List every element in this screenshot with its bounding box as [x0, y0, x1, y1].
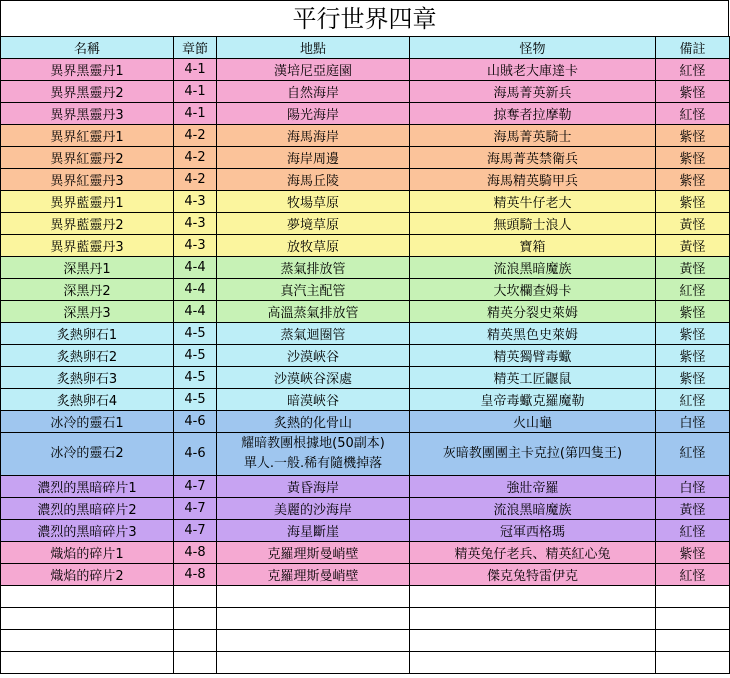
cell-chapter[interactable]: 4-5: [174, 367, 217, 389]
cell-location[interactable]: 海馬海岸: [217, 125, 410, 147]
empty-cell[interactable]: [1, 652, 174, 674]
header-row: [1, 37, 730, 59]
cell-location[interactable]: 美麗的沙海岸: [217, 498, 410, 520]
cell-location[interactable]: 克羅理斯曼峭壁: [217, 564, 410, 586]
empty-cell[interactable]: [1, 630, 174, 652]
empty-cell[interactable]: [656, 608, 730, 630]
cell-name[interactable]: 異界紅靈丹3: [1, 169, 174, 191]
cell-name[interactable]: 濃烈的黑暗碎片2: [1, 498, 174, 520]
empty-cell[interactable]: [1, 608, 174, 630]
cell-name[interactable]: 炙熱卵石2: [1, 345, 174, 367]
empty-cell[interactable]: [656, 630, 730, 652]
table-row: [1, 345, 730, 367]
cell-monster[interactable]: 火山龜: [410, 411, 656, 433]
empty-row: [1, 608, 730, 630]
cell-monster[interactable]: 大坎欄查姆卡: [410, 279, 656, 301]
cell-chapter[interactable]: 4-1: [174, 103, 217, 125]
cell-chapter[interactable]: 4-5: [174, 389, 217, 411]
cell-name[interactable]: 深黑丹3: [1, 301, 174, 323]
cell-note[interactable]: 黃怪: [656, 498, 730, 520]
cell-monster[interactable]: 海馬菁英新兵: [410, 81, 656, 103]
cell-monster[interactable]: 精英黑色史萊姆: [410, 323, 656, 345]
table-row: [1, 323, 730, 345]
empty-cell[interactable]: [410, 608, 656, 630]
table-row: [1, 520, 730, 542]
cell-name[interactable]: 異界黑靈丹3: [1, 103, 174, 125]
cell-location[interactable]: 陽光海岸: [217, 103, 410, 125]
cell-name[interactable]: 異界藍靈丹3: [1, 235, 174, 257]
cell-chapter[interactable]: 4-4: [174, 279, 217, 301]
cell-chapter[interactable]: 4-8: [174, 564, 217, 586]
cell-monster[interactable]: 流浪黑暗魔族: [410, 257, 656, 279]
cell-note[interactable]: 紅怪: [656, 564, 730, 586]
table-row: [1, 498, 730, 520]
empty-row: [1, 652, 730, 674]
cell-monster[interactable]: 精英兔仔老兵、精英紅心兔: [410, 542, 656, 564]
cell-chapter[interactable]: 4-3: [174, 191, 217, 213]
cell-note[interactable]: 黃怪: [656, 235, 730, 257]
cell-chapter[interactable]: 4-2: [174, 147, 217, 169]
cell-name[interactable]: 異界藍靈丹1: [1, 191, 174, 213]
table-row: [1, 411, 730, 433]
cell-location[interactable]: 暗漠峽谷: [217, 389, 410, 411]
cell-location[interactable]: 炙熱的化骨山: [217, 411, 410, 433]
empty-row: [1, 586, 730, 608]
cell-chapter[interactable]: 4-7: [174, 476, 217, 498]
column-header-location[interactable]: 地點: [217, 37, 410, 59]
empty-cell[interactable]: [410, 652, 656, 674]
cell-chapter[interactable]: 4-4: [174, 301, 217, 323]
cell-note[interactable]: 紫怪: [656, 125, 730, 147]
cell-note[interactable]: 紫怪: [656, 542, 730, 564]
empty-cell[interactable]: [1, 586, 174, 608]
cell-name[interactable]: 濃烈的黑暗碎片3: [1, 520, 174, 542]
table-row: [1, 389, 730, 411]
cell-name[interactable]: 異界黑靈丹1: [1, 59, 174, 81]
cell-note[interactable]: 紅怪: [656, 389, 730, 411]
cell-monster[interactable]: 山賊老大庫達卡: [410, 59, 656, 81]
cell-chapter[interactable]: 4-7: [174, 520, 217, 542]
cell-location[interactable]: 海岸周邊: [217, 147, 410, 169]
cell-note[interactable]: 紅怪: [656, 279, 730, 301]
empty-cell[interactable]: [217, 608, 410, 630]
cell-name[interactable]: 異界紅靈丹2: [1, 147, 174, 169]
cell-chapter[interactable]: 4-5: [174, 323, 217, 345]
column-header-monster[interactable]: 怪物: [410, 37, 656, 59]
cell-location[interactable]: 海星斷崖: [217, 520, 410, 542]
cell-name[interactable]: 冰冷的靈石2: [1, 433, 174, 476]
cell-note[interactable]: 白怪: [656, 411, 730, 433]
cell-location[interactable]: 夢境草原: [217, 213, 410, 235]
cell-location[interactable]: 真汽主配管: [217, 279, 410, 301]
cell-chapter[interactable]: 4-4: [174, 257, 217, 279]
table-row: [1, 191, 730, 213]
cell-location[interactable]: 沙漠峽谷: [217, 345, 410, 367]
cell-chapter[interactable]: 4-6: [174, 411, 217, 433]
empty-cell[interactable]: [174, 608, 217, 630]
cell-name[interactable]: 異界藍靈丹2: [1, 213, 174, 235]
cell-name[interactable]: 異界黑靈丹2: [1, 81, 174, 103]
empty-row: [1, 630, 730, 652]
cell-name[interactable]: 炙熱卵石4: [1, 389, 174, 411]
cell-note[interactable]: 紫怪: [656, 367, 730, 389]
cell-location[interactable]: 蒸氣排放管: [217, 257, 410, 279]
empty-cell[interactable]: [217, 652, 410, 674]
cell-note[interactable]: 紫怪: [656, 169, 730, 191]
cell-location[interactable]: 克羅理斯曼峭壁: [217, 542, 410, 564]
cell-chapter[interactable]: 4-7: [174, 498, 217, 520]
cell-chapter[interactable]: 4-6: [174, 433, 217, 476]
table-row: [1, 279, 730, 301]
empty-cell[interactable]: [217, 586, 410, 608]
table-row: [1, 367, 730, 389]
table-row: [1, 147, 730, 169]
table-row: [1, 301, 730, 323]
sheet-title: 平行世界四章: [0, 0, 729, 36]
cell-note[interactable]: 紫怪: [656, 345, 730, 367]
cell-name[interactable]: 炙熱卵石3: [1, 367, 174, 389]
cell-monster[interactable]: 流浪黑暗魔族: [410, 498, 656, 520]
cell-name[interactable]: 熾焰的碎片2: [1, 564, 174, 586]
cell-note[interactable]: 紫怪: [656, 191, 730, 213]
table-row: [1, 103, 730, 125]
empty-cell[interactable]: [410, 586, 656, 608]
data-table: [0, 36, 730, 674]
column-header-note[interactable]: 備註: [656, 37, 730, 59]
cell-chapter[interactable]: 4-5: [174, 345, 217, 367]
cell-chapter[interactable]: 4-2: [174, 169, 217, 191]
cell-note[interactable]: 紅怪: [656, 520, 730, 542]
cell-location[interactable]: 黃昏海岸: [217, 476, 410, 498]
cell-chapter[interactable]: 4-1: [174, 81, 217, 103]
cell-monster[interactable]: 強壯帝羅: [410, 476, 656, 498]
table-row: [1, 235, 730, 257]
cell-location[interactable]: 蒸氣迴圈管: [217, 323, 410, 345]
empty-cell[interactable]: [174, 630, 217, 652]
cell-location[interactable]: 高溫蒸氣排放管: [217, 301, 410, 323]
cell-monster[interactable]: 掠奪者拉摩勒: [410, 103, 656, 125]
cell-monster[interactable]: 冠軍西格瑪: [410, 520, 656, 542]
cell-monster[interactable]: 海馬菁英騎士: [410, 125, 656, 147]
cell-location[interactable]: 沙漠峽谷深處: [217, 367, 410, 389]
empty-cell[interactable]: [656, 652, 730, 674]
cell-location[interactable]: 牧場草原: [217, 191, 410, 213]
cell-monster[interactable]: 灰暗教團團主卡克拉(第四隻王): [410, 433, 656, 476]
cell-name[interactable]: 異界紅靈丹1: [1, 125, 174, 147]
cell-location[interactable]: 自然海岸: [217, 81, 410, 103]
cell-note[interactable]: 紅怪: [656, 433, 730, 476]
cell-chapter[interactable]: 4-8: [174, 542, 217, 564]
cell-name[interactable]: 炙熱卵石1: [1, 323, 174, 345]
cell-monster[interactable]: 無頭騎士浪人: [410, 213, 656, 235]
cell-name[interactable]: 深黑丹2: [1, 279, 174, 301]
empty-cell[interactable]: [174, 586, 217, 608]
table-row: [1, 257, 730, 279]
cell-location[interactable]: 放牧草原: [217, 235, 410, 257]
table-row: [1, 542, 730, 564]
cell-note[interactable]: 黃怪: [656, 213, 730, 235]
cell-location[interactable]: 漢培尼亞庭園: [217, 59, 410, 81]
column-header-chapter[interactable]: 章節: [174, 37, 217, 59]
column-header-name[interactable]: 名稱: [1, 37, 174, 59]
table-row: [1, 433, 730, 476]
cell-chapter[interactable]: 4-3: [174, 213, 217, 235]
cell-monster[interactable]: 寶箱: [410, 235, 656, 257]
table-row: [1, 169, 730, 191]
empty-cell[interactable]: [656, 586, 730, 608]
cell-location[interactable]: 耀暗教團根據地(50副本) 單人.一般.稀有隨機掉落: [217, 433, 410, 476]
table-row: [1, 81, 730, 103]
cell-chapter[interactable]: 4-1: [174, 59, 217, 81]
cell-location[interactable]: 海馬丘陵: [217, 169, 410, 191]
cell-note[interactable]: 紫怪: [656, 323, 730, 345]
cell-note[interactable]: 紅怪: [656, 103, 730, 125]
cell-note[interactable]: 紫怪: [656, 147, 730, 169]
cell-note[interactable]: 紅怪: [656, 59, 730, 81]
empty-cell[interactable]: [217, 630, 410, 652]
table-row: [1, 476, 730, 498]
cell-chapter[interactable]: 4-3: [174, 235, 217, 257]
cell-name[interactable]: 冰冷的靈石1: [1, 411, 174, 433]
table-row: [1, 564, 730, 586]
empty-cell[interactable]: [410, 630, 656, 652]
cell-note[interactable]: 紫怪: [656, 81, 730, 103]
cell-note[interactable]: 白怪: [656, 476, 730, 498]
cell-monster[interactable]: 皇帝毒蠍克羅魔勒: [410, 389, 656, 411]
cell-name[interactable]: 深黑丹1: [1, 257, 174, 279]
cell-monster[interactable]: 精英獨臂毒蠍: [410, 345, 656, 367]
cell-monster[interactable]: 海馬菁英禁衛兵: [410, 147, 656, 169]
cell-chapter[interactable]: 4-2: [174, 125, 217, 147]
cell-name[interactable]: 濃烈的黑暗碎片1: [1, 476, 174, 498]
cell-name[interactable]: 熾焰的碎片1: [1, 542, 174, 564]
table-row: [1, 125, 730, 147]
empty-cell[interactable]: [174, 652, 217, 674]
cell-monster[interactable]: 精英牛仔老大: [410, 191, 656, 213]
cell-monster[interactable]: 精英分裂史萊姆: [410, 301, 656, 323]
cell-monster[interactable]: 海馬精英騎甲兵: [410, 169, 656, 191]
cell-monster[interactable]: 傑克兔特雷伊克: [410, 564, 656, 586]
cell-monster[interactable]: 精英工匠鼴鼠: [410, 367, 656, 389]
cell-note[interactable]: 黃怪: [656, 257, 730, 279]
table-row: [1, 213, 730, 235]
table-row: [1, 59, 730, 81]
cell-note[interactable]: 紫怪: [656, 301, 730, 323]
